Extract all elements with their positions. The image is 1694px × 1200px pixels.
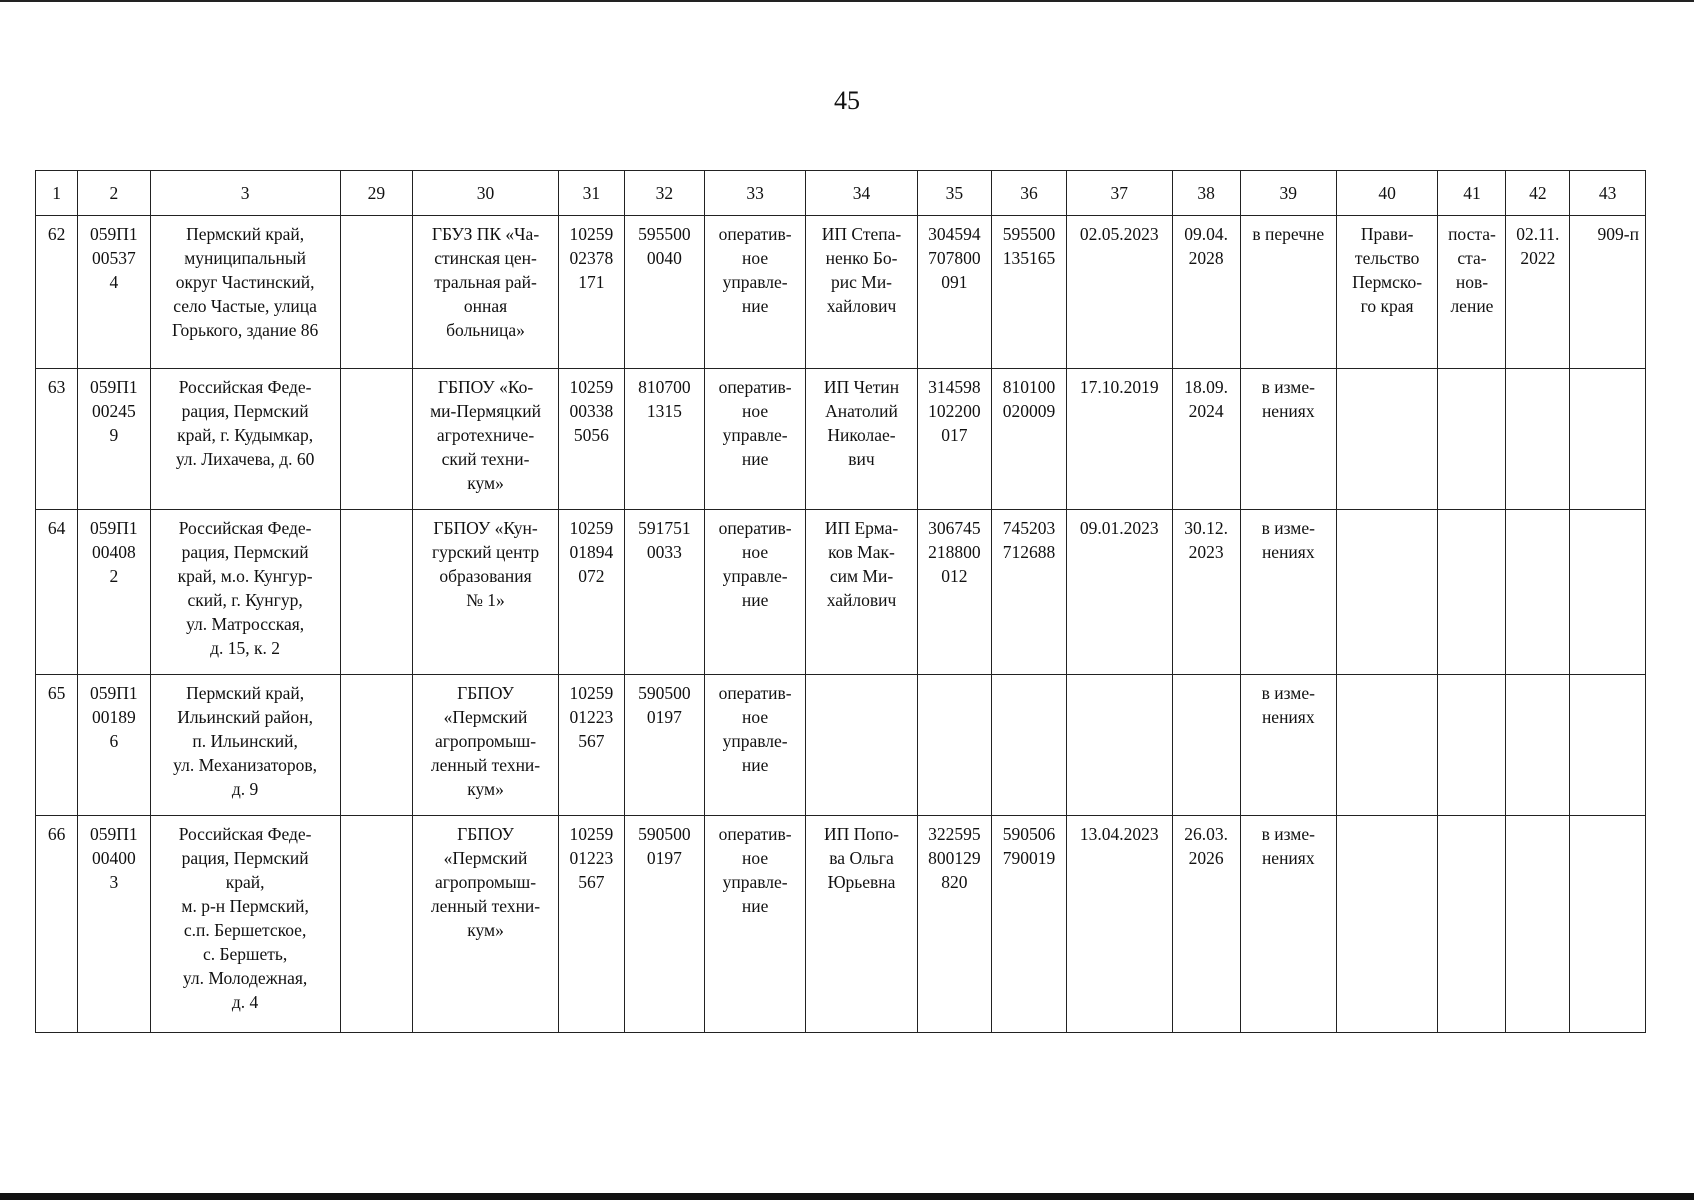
cell-row-number: 66	[36, 816, 78, 1033]
cell-tenant-ogrnip: 314598 102200 017	[917, 369, 992, 510]
cell-right-type: оператив- ное управле- ние	[704, 216, 806, 369]
cell-contract-end: 09.04. 2028	[1172, 216, 1240, 369]
cell-status: в изме- нениях	[1240, 675, 1336, 816]
column-header: 37	[1066, 171, 1172, 216]
column-header: 35	[917, 171, 992, 216]
column-header: 42	[1506, 171, 1570, 216]
cell-act-number	[1570, 816, 1646, 1033]
cell-tenant-ogrnip: 322595 800129 820	[917, 816, 992, 1033]
cell-tenant-name: ИП Попо- ва Ольга Юрьевна	[806, 816, 917, 1033]
column-header: 34	[806, 171, 917, 216]
cell-contract-end: 18.09. 2024	[1172, 369, 1240, 510]
cell-tenant-ogrnip: 304594 707800 091	[917, 216, 992, 369]
cell-status: в перечне	[1240, 216, 1336, 369]
cell-row-number: 65	[36, 675, 78, 816]
cell-authority	[1336, 816, 1438, 1033]
cell-act-number: 909-п	[1570, 216, 1646, 369]
column-header: 1	[36, 171, 78, 216]
cell-contract-start: 02.05.2023	[1066, 216, 1172, 369]
cell-act-type: поста- ста- нов- ление	[1438, 216, 1506, 369]
cell-right-type: оператив- ное управле- ние	[704, 369, 806, 510]
cell-act-number	[1570, 675, 1646, 816]
cell-holder-ogrn: 10259 01223 567	[558, 816, 624, 1033]
cell-row-number: 63	[36, 369, 78, 510]
cell-act-type	[1438, 816, 1506, 1033]
cell-row-number: 64	[36, 510, 78, 675]
column-header: 43	[1570, 171, 1646, 216]
column-header: 39	[1240, 171, 1336, 216]
cell-col-29	[340, 675, 412, 816]
cell-holder-name: ГБУЗ ПК «Ча- стинская цен- тральная рай- онная больница»	[413, 216, 559, 369]
cell-tenant-name: ИП Четин Анатолий Николае- вич	[806, 369, 917, 510]
cell-address: Российская Феде- рация, Пермский край, м.о. Кунгур- ский, г. Кунгур, ул. Матросская, д. 15, к. 2	[150, 510, 340, 675]
cell-status: в изме- нениях	[1240, 369, 1336, 510]
cell-holder-inn: 590500 0197	[624, 675, 704, 816]
cell-address: Пермский край, муниципальный округ Частинский, село Частые, улица Горького, здание 86	[150, 216, 340, 369]
cell-tenant-ogrnip	[917, 675, 992, 816]
cell-act-number	[1570, 369, 1646, 510]
cell-holder-inn: 590500 0197	[624, 816, 704, 1033]
page-number: 45	[834, 86, 860, 115]
cell-registry-number: 059П1 00189 6	[78, 675, 150, 816]
table-row	[36, 510, 1646, 675]
cell-contract-start: 17.10.2019	[1066, 369, 1172, 510]
column-header: 41	[1438, 171, 1506, 216]
cell-holder-ogrn: 10259 01223 567	[558, 675, 624, 816]
cell-tenant-name: ИП Степа- ненко Бо- рис Ми- хайлович	[806, 216, 917, 369]
cell-col-29	[340, 369, 412, 510]
cell-right-type: оператив- ное управле- ние	[704, 816, 806, 1033]
cell-right-type: оператив- ное управле- ние	[704, 675, 806, 816]
cell-act-type	[1438, 675, 1506, 816]
cell-registry-number: 059П1 00245 9	[78, 369, 150, 510]
cell-contract-end: 30.12. 2023	[1172, 510, 1240, 675]
cell-tenant-inn: 745203 712688	[992, 510, 1067, 675]
cell-tenant-name	[806, 675, 917, 816]
cell-contract-start	[1066, 675, 1172, 816]
column-header: 30	[413, 171, 559, 216]
table-row	[36, 369, 1646, 510]
cell-holder-name: ГБПОУ «Кун- гурский центр образования № 1»	[413, 510, 559, 675]
cell-holder-name: ГБПОУ «Ко- ми-Пермяцкий агротехниче- ский техни- кум»	[413, 369, 559, 510]
cell-holder-ogrn: 10259 00338 5056	[558, 369, 624, 510]
cell-tenant-inn: 590506 790019	[992, 816, 1067, 1033]
cell-col-29	[340, 510, 412, 675]
register-table	[35, 170, 1646, 1033]
cell-col-29	[340, 816, 412, 1033]
table-row	[36, 216, 1646, 369]
cell-tenant-ogrnip: 306745 218800 012	[917, 510, 992, 675]
cell-address: Российская Феде- рация, Пермский край, г. Кудымкар, ул. Лихачева, д. 60	[150, 369, 340, 510]
cell-holder-name: ГБПОУ «Пермский агропромыш- ленный техни- кум»	[413, 816, 559, 1033]
cell-act-date	[1506, 510, 1570, 675]
cell-status: в изме- нениях	[1240, 510, 1336, 675]
cell-address: Российская Феде- рация, Пермский край, м. р-н Пермский, с.п. Бершетское, с. Бершеть, ул. Молодежная, д. 4	[150, 816, 340, 1033]
cell-address: Пермский край, Ильинский район, п. Ильинский, ул. Механизаторов, д. 9	[150, 675, 340, 816]
cell-tenant-inn	[992, 675, 1067, 816]
cell-authority	[1336, 369, 1438, 510]
cell-act-date	[1506, 369, 1570, 510]
cell-holder-inn: 595500 0040	[624, 216, 704, 369]
cell-authority	[1336, 510, 1438, 675]
cell-holder-inn: 810700 1315	[624, 369, 704, 510]
column-header: 33	[704, 171, 806, 216]
column-header: 38	[1172, 171, 1240, 216]
cell-tenant-inn: 595500 135165	[992, 216, 1067, 369]
page-top-edge	[0, 0, 1694, 2]
column-header: 29	[340, 171, 412, 216]
column-header: 32	[624, 171, 704, 216]
cell-act-date	[1506, 816, 1570, 1033]
table-row	[36, 675, 1646, 816]
table-row	[36, 816, 1646, 1033]
cell-right-type: оператив- ное управле- ние	[704, 510, 806, 675]
cell-contract-end	[1172, 675, 1240, 816]
cell-act-date: 02.11. 2022	[1506, 216, 1570, 369]
column-header: 3	[150, 171, 340, 216]
cell-status: в изме- нениях	[1240, 816, 1336, 1033]
cell-contract-end: 26.03. 2026	[1172, 816, 1240, 1033]
cell-contract-start: 13.04.2023	[1066, 816, 1172, 1033]
cell-col-29	[340, 216, 412, 369]
column-header: 31	[558, 171, 624, 216]
column-header: 36	[992, 171, 1067, 216]
cell-act-date	[1506, 675, 1570, 816]
cell-row-number: 62	[36, 216, 78, 369]
cell-holder-ogrn: 10259 01894 072	[558, 510, 624, 675]
cell-act-type	[1438, 510, 1506, 675]
cell-holder-name: ГБПОУ «Пермский агропромыш- ленный техни- кум»	[413, 675, 559, 816]
cell-tenant-inn: 810100 020009	[992, 369, 1067, 510]
column-header: 40	[1336, 171, 1438, 216]
cell-act-type	[1438, 369, 1506, 510]
cell-tenant-name: ИП Ерма- ков Мак- сим Ми- хайлович	[806, 510, 917, 675]
column-header: 2	[78, 171, 150, 216]
cell-registry-number: 059П1 00400 3	[78, 816, 150, 1033]
cell-holder-ogrn: 10259 02378 171	[558, 216, 624, 369]
cell-authority: Прави- тельство Пермско- го края	[1336, 216, 1438, 369]
cell-contract-start: 09.01.2023	[1066, 510, 1172, 675]
table-header-row	[36, 171, 1646, 216]
cell-authority	[1336, 675, 1438, 816]
page-bottom-edge	[0, 1193, 1694, 1200]
cell-registry-number: 059П1 00537 4	[78, 216, 150, 369]
cell-act-number	[1570, 510, 1646, 675]
cell-holder-inn: 591751 0033	[624, 510, 704, 675]
cell-registry-number: 059П1 00408 2	[78, 510, 150, 675]
